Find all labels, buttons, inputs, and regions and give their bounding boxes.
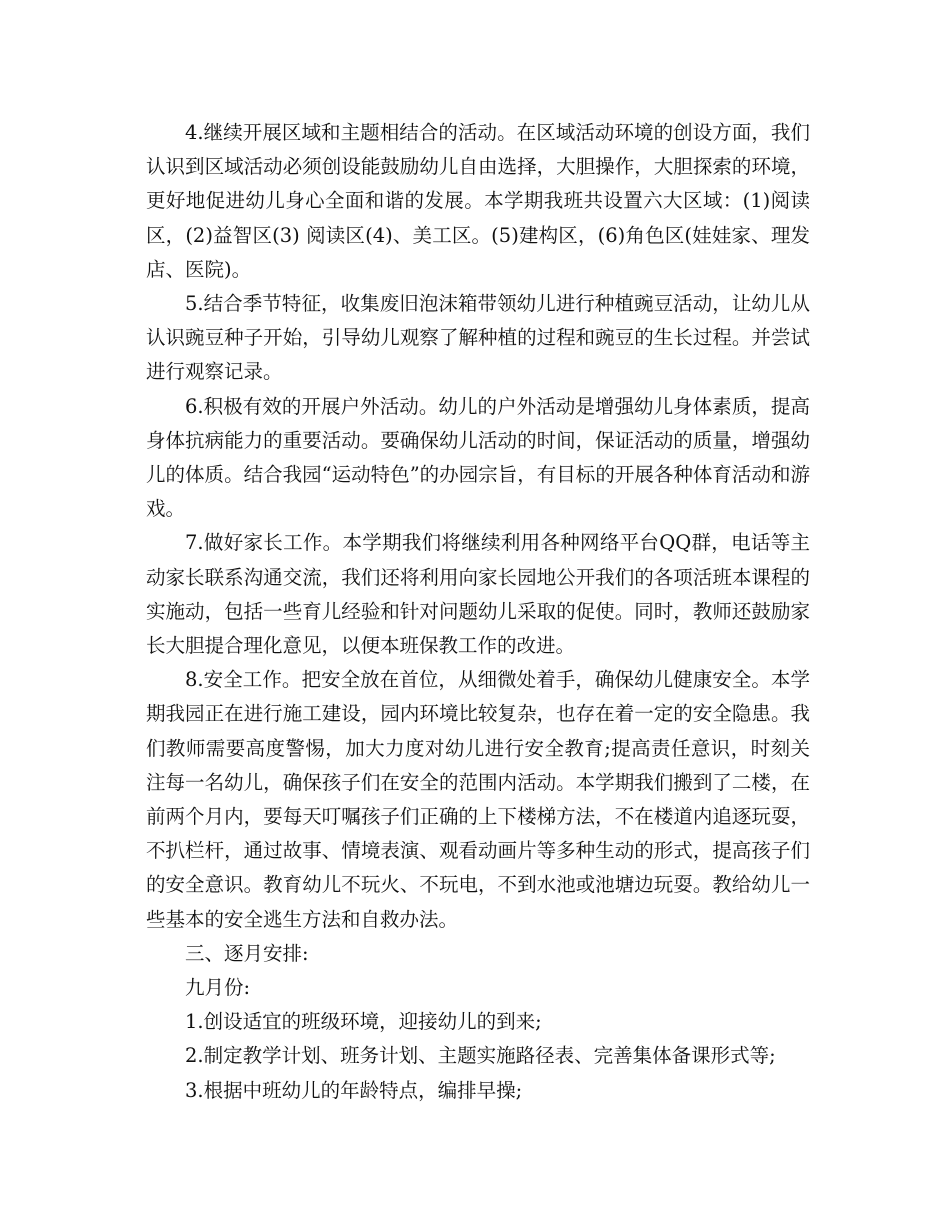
paragraph-pea-planting: 5.结合季节特征，收集废旧泡沫箱带领幼儿进行种植豌豆活动，让幼儿从认识豌豆种子开始，引导幼儿观察了解种植的过程和豌豆的生长过程。并尝试进行观察记录。: [146, 292, 810, 384]
paragraph-outdoor-activities: 6.积极有效的开展户外活动。幼儿的户外活动是增强幼儿身体素质，提高身体抗病能力的重要活动。要确保幼儿活动的时间，保证活动的质量，增强幼儿的体质。结合我园“运动特色”的办园宗旨，有目标的开展各种体育活动和游戏。: [146, 394, 810, 521]
paragraph-safety-work: 8.安全工作。把安全放在首位，从细微处着手，确保幼儿健康安全。本学期我园正在进行施工建设，园内环境比较复杂，也存在着一定的安全隐患。我们教师需要高度警惕，加大力度对幼儿进行安全教育;提高责任意识，时刻关注每一名幼儿，确保孩子们在安全的范围内活动。本学期我们搬到了二楼，在前两个月内，要每天叮嘱孩子们正确的上下楼梯方法，不在楼道内追逐玩耍，不扒栏杆，通过故事、情境表演、观看动画片等多种生动的形式，提高孩子们的安全意识。教育幼儿不玩火、不玩电，不到水池或池塘边玩耍。教给幼儿一些基本的安全逃生方法和自救办法。: [146, 668, 810, 931]
month-item: 1.创设适宜的班级环境，迎接幼儿的到来;: [185, 1010, 542, 1034]
month-item: 2.制定教学计划、班务计划、主题实施路径表、完善集体备课形式等;: [185, 1044, 776, 1068]
document-body: [146, 116, 810, 1108]
paragraph-parent-work: 7.做好家长工作。本学期我们将继续利用各种网络平台QQ群，电话等主动家长联系沟通交流，我们还将利用向家长园地公开我们的各项活班本课程的实施动，包括一些育儿经验和针对问题幼儿采取的促使。同时，教师还鼓励家长大胆提合理化意见，以便本班保教工作的改进。: [146, 531, 810, 658]
month-heading: 九月份:: [185, 976, 251, 1000]
paragraph-regional-activities: 4.继续开展区域和主题相结合的活动。在区域活动环境的创设方面，我们认识到区域活动必须创设能鼓励幼儿自由选择，大胆操作，大胆探索的环境，更好地促进幼儿身心全面和谐的发展。本学期我班共设置六大区域：(1)阅读区，(2)益智区(3) 阅读区(4)、美工区。(5)建构区，(6)角色区(娃娃家、理发店、医院)。: [146, 121, 810, 281]
month-item: 3.根据中班幼儿的年龄特点，编排早操;: [185, 1078, 523, 1102]
section-heading: 三、逐月安排:: [185, 941, 309, 965]
